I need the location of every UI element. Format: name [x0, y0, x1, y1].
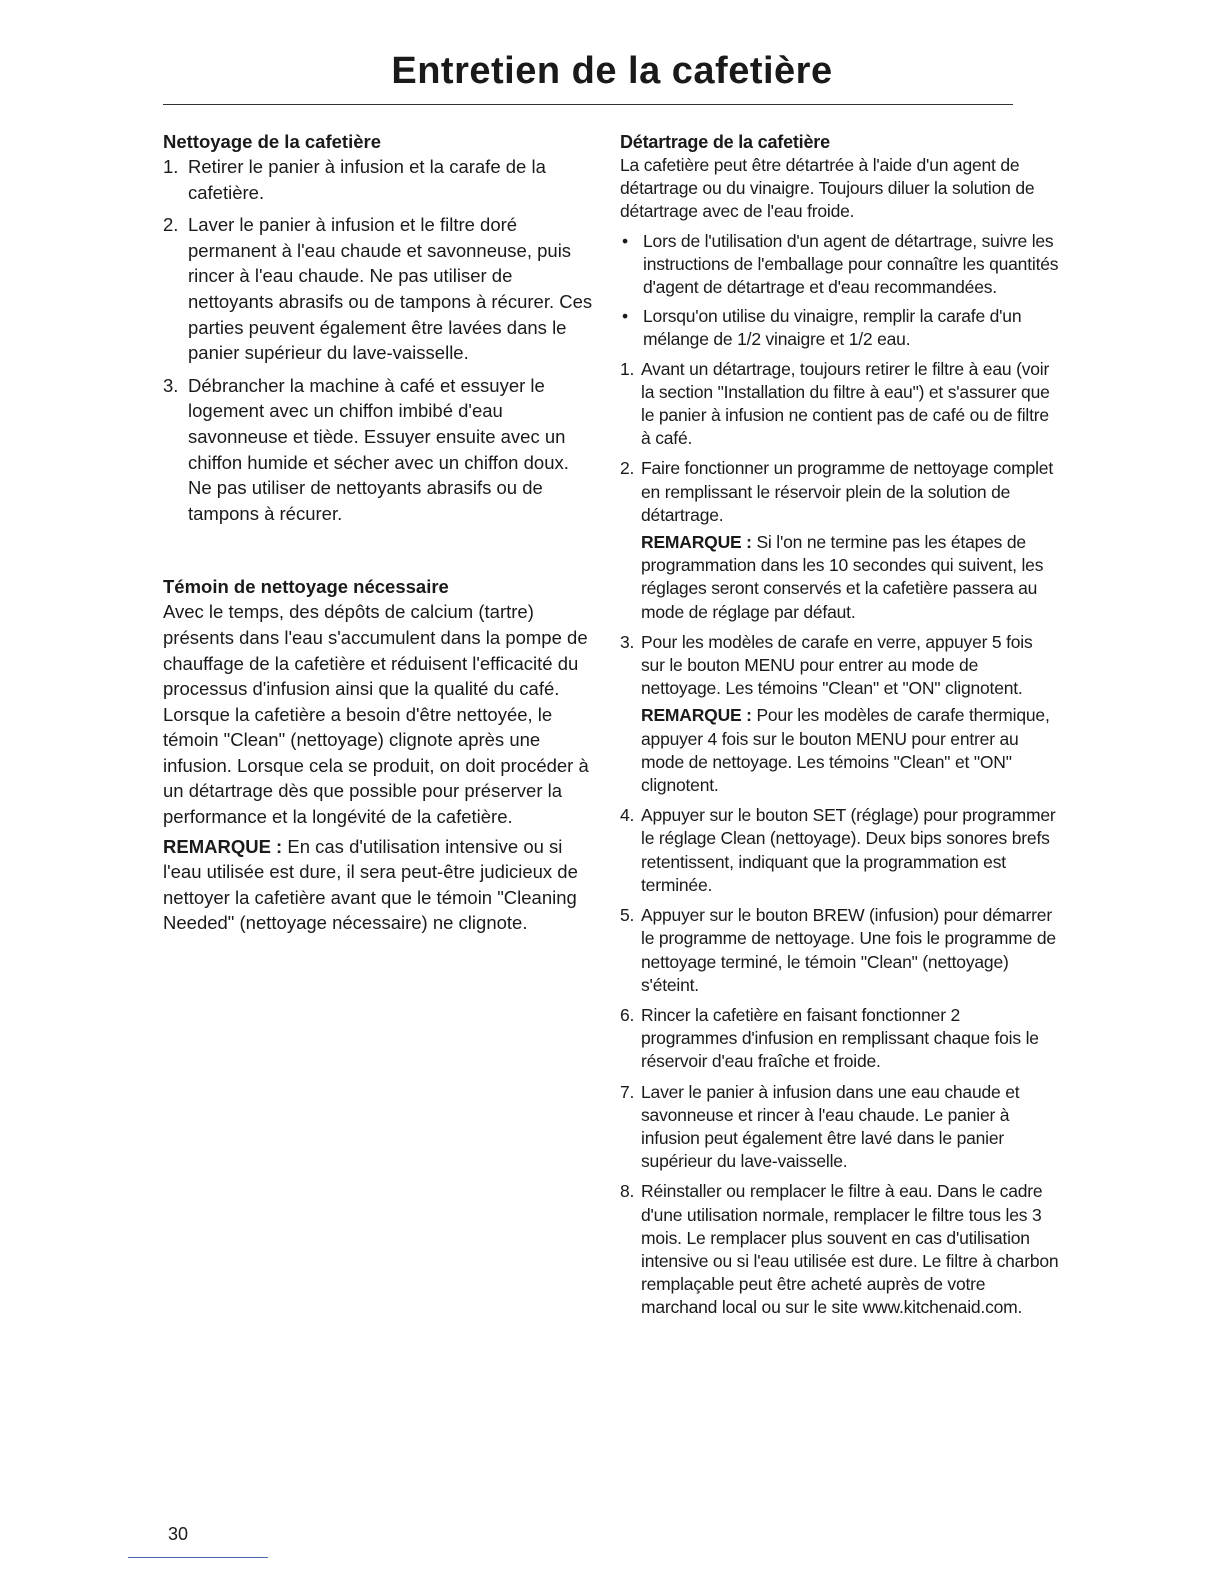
step-number: 2.	[163, 214, 179, 236]
step-text: Retirer le panier à infusion et la carafe de la cafetière.	[188, 156, 546, 203]
bullet-icon: •	[622, 230, 628, 251]
right-column	[620, 130, 1060, 1327]
step-body	[641, 457, 1060, 623]
left-column	[163, 130, 593, 936]
step-text: Laver le panier à infusion et le filtre doré permanent à l'eau chaude et savonneuse, puis rincer à l'eau chaude. Ne pas utiliser de nettoyants abrasifs ou de tampons à récurer. Ces parties peuvent également être lavées dans le panier supérieur du lave-vaisselle.	[188, 214, 593, 364]
note-text: Pour les modèles de carafe thermique, appuyer 4 fois sur le bouton MENU pour entrer au mode de nettoyage. Les témoins "Clean" et "ON" clignotent.	[641, 705, 1050, 796]
descaling-bullets	[620, 230, 1060, 352]
step-number: 8.	[620, 1181, 635, 1202]
step-number: 3.	[620, 631, 635, 652]
bullet-icon: •	[622, 306, 628, 327]
list-item	[620, 631, 1060, 797]
list-item	[620, 305, 1060, 351]
list-item	[163, 373, 593, 527]
clean-indicator-heading: Témoin de nettoyage nécessaire	[163, 576, 449, 598]
step-number: 5.	[620, 905, 635, 926]
step-number: 2.	[620, 458, 635, 479]
note-text: Si l'on ne termine pas les étapes de programmation dans les 10 secondes qui suivent, les réglages seront conservés et la cafetière passera au mode de réglage par défaut.	[641, 532, 1044, 622]
note-label: REMARQUE :	[163, 835, 283, 857]
descaling-intro: La cafetière peut être détartrée à l'aide d'un agent de détartrage ou du vinaigre. Toujours diluer la solution de détartrage avec de l'eau froide.	[620, 155, 1035, 222]
list-item	[620, 230, 1060, 300]
descaling-heading: Détartrage de la cafetière	[620, 132, 830, 152]
step-text: Avant un détartrage, toujours retirer le filtre à eau (voir la section "Installation du filtre à eau") et s'assurer que le panier à infusion ne contient pas de café ou de filtre à café.	[641, 358, 1050, 449]
step-number: 3.	[163, 374, 179, 396]
list-item	[620, 457, 1060, 623]
list-item	[620, 1180, 1060, 1319]
bullet-text: Lorsqu'on utilise du vinaigre, remplir la carafe d'un mélange de 1/2 vinaigre et 1/2 eau.	[643, 306, 1022, 350]
footer-divider	[128, 1557, 268, 1558]
step-text: Faire fonctionner un programme de nettoyage complet en remplissant le réservoir plein de la solution de détartrage.	[641, 458, 1053, 525]
list-item	[620, 358, 1060, 451]
bullet-text: Lors de l'utilisation d'un agent de détartrage, suivre les instructions de l'emballage pour connaître les quantités d'agent de détartrage et d'eau recommandées.	[643, 230, 1059, 298]
note-label: REMARQUE :	[641, 705, 752, 726]
list-item	[620, 804, 1060, 897]
step-body	[641, 631, 1060, 797]
title-divider	[163, 104, 1013, 105]
note-paragraph	[163, 834, 593, 936]
list-item	[163, 154, 593, 205]
cleaning-steps	[163, 154, 593, 526]
list-item	[620, 904, 1060, 997]
step-text: Laver le panier à infusion dans une eau chaude et savonneuse et rincer à l'eau chaude. Le panier à infusion peut également être lavé dans le panier supérieur du lave-vaisselle.	[641, 1081, 1020, 1172]
cleaning-heading: Nettoyage de la cafetière	[163, 131, 381, 152]
step-number: 6.	[620, 1004, 635, 1025]
descaling-steps	[620, 358, 1060, 1320]
list-item	[620, 1004, 1060, 1074]
list-item	[163, 212, 593, 366]
step-text: Appuyer sur le bouton BREW (infusion) pour démarrer le programme de nettoyage. Une fois le programme de nettoyage terminé, le témoin "Clean" (nettoyage) s'éteint.	[641, 905, 1056, 995]
clean-indicator-section	[163, 575, 593, 936]
note-paragraph	[641, 531, 1060, 624]
note-label: REMARQUE :	[641, 532, 752, 553]
note-paragraph	[641, 704, 1060, 797]
cleaning-section	[163, 130, 593, 526]
step-number: 1.	[620, 358, 635, 379]
step-text: Pour les modèles de carafe en verre, appuyer 5 fois sur le bouton MENU pour entrer au mode de nettoyage. Les témoins "Clean" et "ON" clignotent.	[641, 631, 1033, 699]
step-text: Rincer la cafetière en faisant fonctionner 2 programmes d'infusion en remplissant chaque fois le réservoir d'eau fraîche et froide.	[641, 1004, 1039, 1072]
section-spacer	[163, 533, 593, 575]
clean-indicator-body: Avec le temps, des dépôts de calcium (tartre) présents dans l'eau s'accumulent dans la pompe de chauffage de la cafetière et réduisent l'efficacité du processus d'infusion ainsi que la qualité du café. Lorsque la cafetière a besoin d'être nettoyée, le témoin "Clean" (nettoyage) clignote après une infusion. Lorsque cela se produit, on doit procéder à un détartrage dès que possible pour préserver la performance et la longévité de la cafetière.	[163, 601, 589, 828]
step-text: Réinstaller ou remplacer le filtre à eau. Dans le cadre d'une utilisation normale, remplacer le filtre tous les 3 mois. Le remplacer plus souvent en cas d'utilisation intensive ou si l'eau utilisée est dure. Le filtre à charbon remplaçable peut être acheté auprès de votre marchand local ou sur le site www.kitchenaid.com.	[641, 1181, 1059, 1318]
page-title: Entretien de la cafetière	[391, 50, 833, 92]
list-item	[620, 1081, 1060, 1174]
page-number: 30	[168, 1524, 189, 1544]
note-text: En cas d'utilisation intensive ou si l'eau utilisée est dure, il sera peut-être judicieux de nettoyer la cafetière avant que le témoin "Cleaning Needed" (nettoyage nécessaire) ne clignote.	[163, 835, 578, 934]
step-text: Appuyer sur le bouton SET (réglage) pour programmer le réglage Clean (nettoyage). Deux bips sonores brefs retentissent, indiquant que la programmation est terminée.	[641, 805, 1056, 895]
step-text: Débrancher la machine à café et essuyer le logement avec un chiffon imbibé d'eau savonneuse et tiède. Essuyer ensuite avec un chiffon humide et sécher avec un chiffon doux. Ne pas utiliser de nettoyants abrasifs ou de tampons à récurer.	[188, 374, 569, 524]
step-number: 7.	[620, 1081, 635, 1102]
step-number: 1.	[163, 156, 179, 177]
step-number: 4.	[620, 805, 635, 826]
